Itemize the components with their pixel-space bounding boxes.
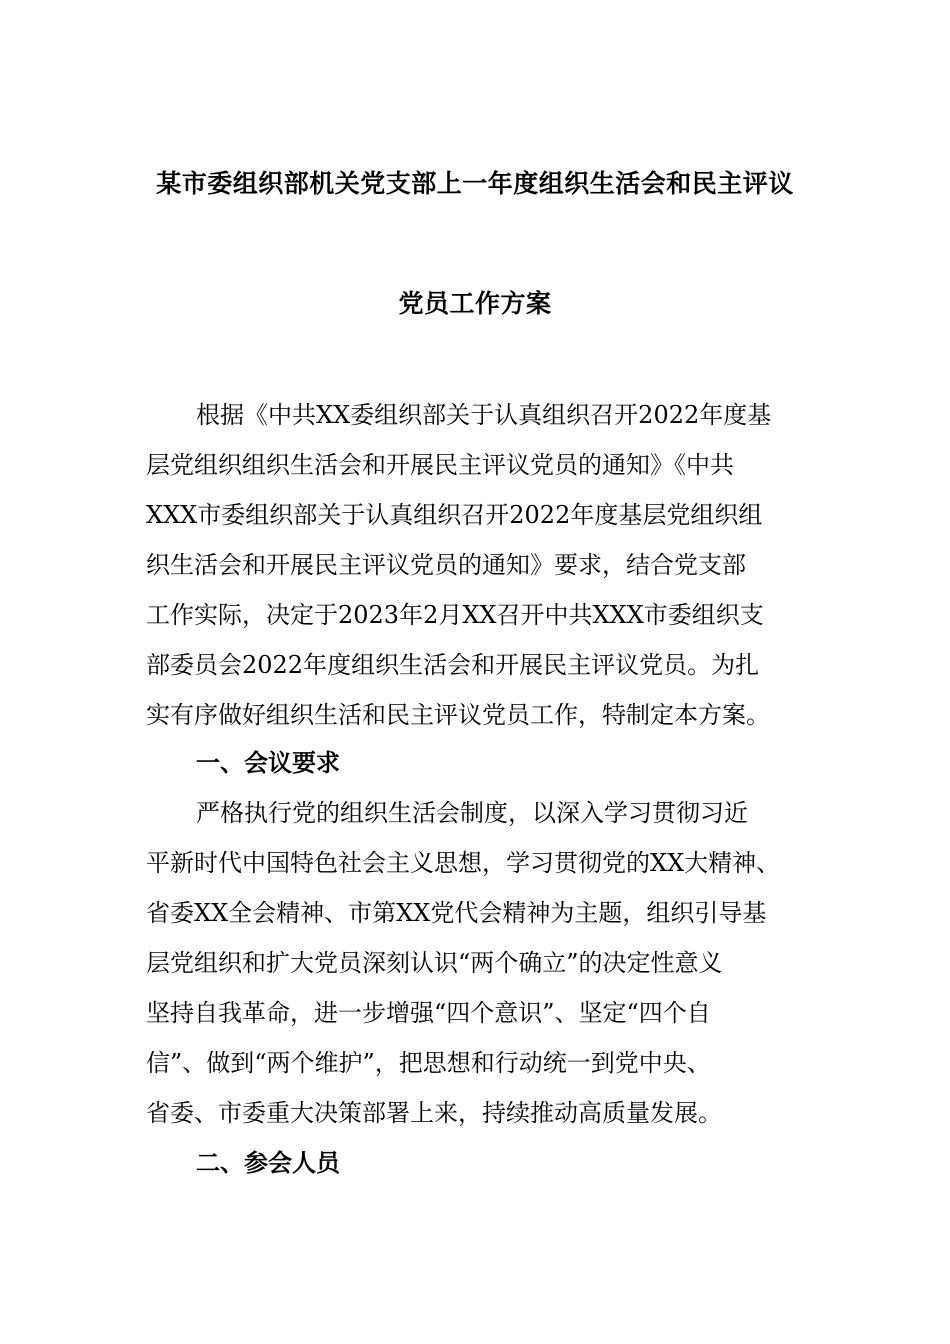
paragraph-requirements bbox=[146, 788, 821, 1138]
paragraph-line: 织生活会和开展民主评议党员的通知》要求，结合党支部 bbox=[146, 551, 746, 579]
paragraph-line: 部委员会2022年度组织生活会和开展民主评议党员。为扎 bbox=[146, 651, 760, 679]
document-title-line-2: 党员工作方案 bbox=[398, 289, 552, 318]
paragraph-line: XXX市委组织部关于认真组织召开2022年度基层党组织组 bbox=[146, 501, 763, 529]
section-heading-attendees: 二、参会人员 bbox=[196, 1148, 340, 1177]
paragraph-basis bbox=[146, 390, 821, 740]
paragraph-line: 工作实际，决定于2023年2月XX召开中共XXX市委组织支 bbox=[146, 601, 764, 629]
paragraph-line: 平新时代中国特色社会主义思想，学习贯彻党的XX大精神、 bbox=[146, 849, 781, 877]
paragraph-line: 层党组织和扩大党员深刻认识“两个确立”的决定性意义 bbox=[146, 949, 723, 977]
paragraph-line: 信”、做到“两个维护”，把思想和行动统一到党中央、 bbox=[146, 1049, 711, 1077]
paragraph-line: 省委XX全会精神、市第XX党代会精神为主题，组织引导基 bbox=[146, 899, 767, 927]
paragraph-line: 坚持自我革命，进一步增强“四个意识”、坚定“四个自 bbox=[146, 999, 711, 1027]
paragraph-line: 实有序做好组织生活和民主评议党员工作，特制定本方案。 bbox=[146, 701, 770, 729]
paragraph-line: 根据《中共XX委组织部关于认真组织召开2022年度基 bbox=[196, 401, 772, 429]
section-heading-meeting-requirements: 一、会议要求 bbox=[196, 748, 340, 777]
paragraph-line: 层党组织组织生活会和开展民主评议党员的通知》《中共 bbox=[146, 451, 734, 479]
paragraph-line: 严格执行党的组织生活会制度，以深入学习贯彻习近 bbox=[196, 799, 748, 827]
paragraph-line: 省委、市委重大决策部署上来，持续推动高质量发展。 bbox=[146, 1099, 722, 1127]
document-title-line-1: 某市委组织部机关党支部上一年度组织生活会和民主评议 bbox=[156, 169, 794, 198]
